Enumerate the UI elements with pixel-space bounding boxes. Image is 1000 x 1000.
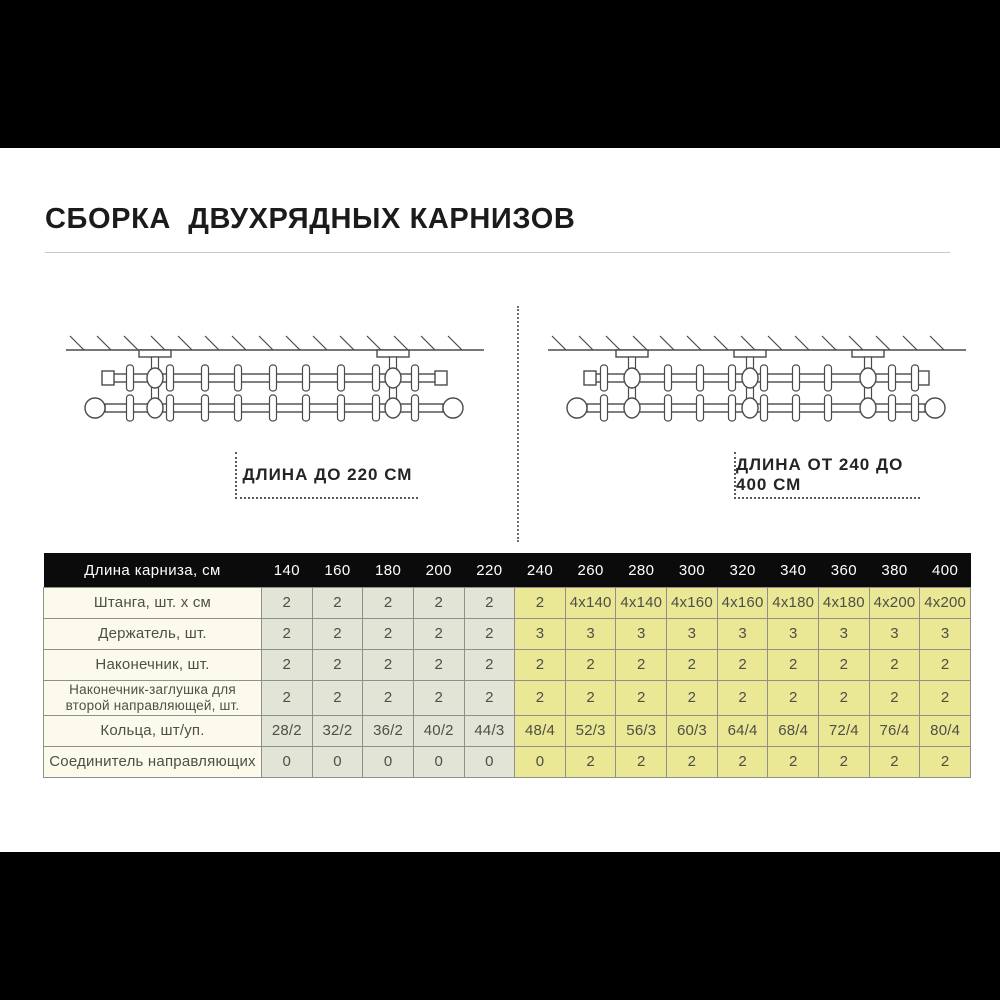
table-cell: 0 xyxy=(464,747,515,778)
table-cell: 2 xyxy=(363,650,414,681)
length-label-short-text: ДЛИНА ДО 220 СМ xyxy=(242,464,413,484)
row-label: Кольца, шт/уп. xyxy=(44,716,262,747)
table-cell: 3 xyxy=(920,619,971,650)
table-cell: 2 xyxy=(920,681,971,716)
table-cell: 2 xyxy=(312,650,363,681)
table-cell: 3 xyxy=(616,619,667,650)
table-row xyxy=(44,619,971,650)
table-cell: 2 xyxy=(312,619,363,650)
table-cell: 2 xyxy=(717,650,768,681)
table-cell: 3 xyxy=(717,619,768,650)
column-header-280: 280 xyxy=(616,553,667,588)
table-cell: 2 xyxy=(768,747,819,778)
table-cell: 2 xyxy=(667,681,718,716)
row-label: Штанга, шт. х см xyxy=(44,588,262,619)
table-cell: 2 xyxy=(262,650,313,681)
table-row xyxy=(44,681,971,716)
table-cell: 2 xyxy=(464,681,515,716)
table-cell: 0 xyxy=(262,747,313,778)
column-header-140: 140 xyxy=(262,553,313,588)
table-cell: 40/2 xyxy=(413,716,464,747)
table-cell: 2 xyxy=(768,681,819,716)
table-cell: 2 xyxy=(616,747,667,778)
table-cell: 48/4 xyxy=(515,716,566,747)
table-cell: 2 xyxy=(717,747,768,778)
table-cell: 80/4 xyxy=(920,716,971,747)
table-cell: 4x200 xyxy=(869,588,920,619)
table-cell: 4x180 xyxy=(768,588,819,619)
table-cell: 4x180 xyxy=(819,588,870,619)
table-cell: 2 xyxy=(363,619,414,650)
table-cell: 0 xyxy=(363,747,414,778)
column-header-320: 320 xyxy=(717,553,768,588)
table-cell: 36/2 xyxy=(363,716,414,747)
table-cell: 2 xyxy=(413,650,464,681)
table-cell: 2 xyxy=(464,588,515,619)
table-cell: 2 xyxy=(515,650,566,681)
table-cell: 2 xyxy=(717,681,768,716)
table-cell: 2 xyxy=(515,588,566,619)
table-cell: 0 xyxy=(515,747,566,778)
corner-header-cell: Длина карниза, см xyxy=(44,553,262,588)
table-cell: 2 xyxy=(262,619,313,650)
table-cell: 2 xyxy=(565,747,616,778)
column-header-300: 300 xyxy=(667,553,718,588)
table-cell: 2 xyxy=(616,681,667,716)
row-label: Держатель, шт. xyxy=(44,619,262,650)
table-cell: 4x160 xyxy=(667,588,718,619)
components-table-head xyxy=(44,553,971,588)
table-cell: 2 xyxy=(565,681,616,716)
column-header-260: 260 xyxy=(565,553,616,588)
table-cell: 2 xyxy=(363,681,414,716)
rod-diagram-long xyxy=(540,308,972,433)
length-label-long-text: ДЛИНА ОТ 240 ДО 400 СМ xyxy=(736,454,904,494)
column-header-220: 220 xyxy=(464,553,515,588)
table-cell: 2 xyxy=(869,681,920,716)
table-cell: 2 xyxy=(768,650,819,681)
table-cell: 4x140 xyxy=(616,588,667,619)
table-cell: 2 xyxy=(819,747,870,778)
length-label-long xyxy=(734,452,920,499)
table-cell: 3 xyxy=(667,619,718,650)
table-cell: 2 xyxy=(920,650,971,681)
table-cell: 2 xyxy=(869,747,920,778)
table-cell: 0 xyxy=(413,747,464,778)
table-cell: 2 xyxy=(413,588,464,619)
table-cell: 32/2 xyxy=(312,716,363,747)
table-cell: 2 xyxy=(819,681,870,716)
table-cell: 3 xyxy=(565,619,616,650)
table-cell: 3 xyxy=(869,619,920,650)
table-cell: 4x140 xyxy=(565,588,616,619)
row-label: Наконечник-заглушка для второй направляющей, шт. xyxy=(44,681,262,716)
column-header-240: 240 xyxy=(515,553,566,588)
table-cell: 2 xyxy=(363,588,414,619)
table-cell: 2 xyxy=(565,650,616,681)
table-cell: 3 xyxy=(819,619,870,650)
table-cell: 2 xyxy=(413,681,464,716)
components-table xyxy=(43,553,971,778)
table-cell: 2 xyxy=(515,681,566,716)
row-label: Наконечник, шт. xyxy=(44,650,262,681)
bottom-black-bar xyxy=(0,852,1000,1000)
table-cell: 2 xyxy=(869,650,920,681)
column-header-340: 340 xyxy=(768,553,819,588)
diagram-divider-dotted-line xyxy=(517,306,519,542)
table-cell: 2 xyxy=(667,650,718,681)
table-cell: 2 xyxy=(667,747,718,778)
table-cell: 2 xyxy=(920,747,971,778)
table-cell: 2 xyxy=(464,619,515,650)
table-cell: 68/4 xyxy=(768,716,819,747)
page-title: СБОРКА ДВУХРЯДНЫХ КАРНИЗОВ xyxy=(45,203,576,235)
table-cell: 4x200 xyxy=(920,588,971,619)
column-header-360: 360 xyxy=(819,553,870,588)
row-label: Соединитель направляющих xyxy=(44,747,262,778)
title-divider xyxy=(45,252,950,253)
rod-diagram-short xyxy=(58,308,490,433)
components-table-body xyxy=(44,588,971,778)
table-cell: 56/3 xyxy=(616,716,667,747)
table-cell: 28/2 xyxy=(262,716,313,747)
table-cell: 2 xyxy=(616,650,667,681)
column-header-380: 380 xyxy=(869,553,920,588)
column-header-200: 200 xyxy=(413,553,464,588)
table-cell: 2 xyxy=(312,681,363,716)
table-cell: 4x160 xyxy=(717,588,768,619)
table-row xyxy=(44,747,971,778)
table-row xyxy=(44,716,971,747)
table-cell: 3 xyxy=(768,619,819,650)
table-cell: 2 xyxy=(312,588,363,619)
table-cell: 72/4 xyxy=(819,716,870,747)
top-black-bar xyxy=(0,0,1000,148)
column-header-160: 160 xyxy=(312,553,363,588)
table-row xyxy=(44,650,971,681)
length-label-short xyxy=(235,452,418,499)
table-cell: 76/4 xyxy=(869,716,920,747)
table-row xyxy=(44,588,971,619)
table-cell: 2 xyxy=(819,650,870,681)
table-cell: 2 xyxy=(262,588,313,619)
table-cell: 52/3 xyxy=(565,716,616,747)
table-cell: 60/3 xyxy=(667,716,718,747)
column-header-400: 400 xyxy=(920,553,971,588)
table-cell: 3 xyxy=(515,619,566,650)
table-cell: 44/3 xyxy=(464,716,515,747)
table-cell: 2 xyxy=(413,619,464,650)
table-cell: 64/4 xyxy=(717,716,768,747)
table-cell: 0 xyxy=(312,747,363,778)
column-header-180: 180 xyxy=(363,553,414,588)
table-cell: 2 xyxy=(262,681,313,716)
table-cell: 2 xyxy=(464,650,515,681)
